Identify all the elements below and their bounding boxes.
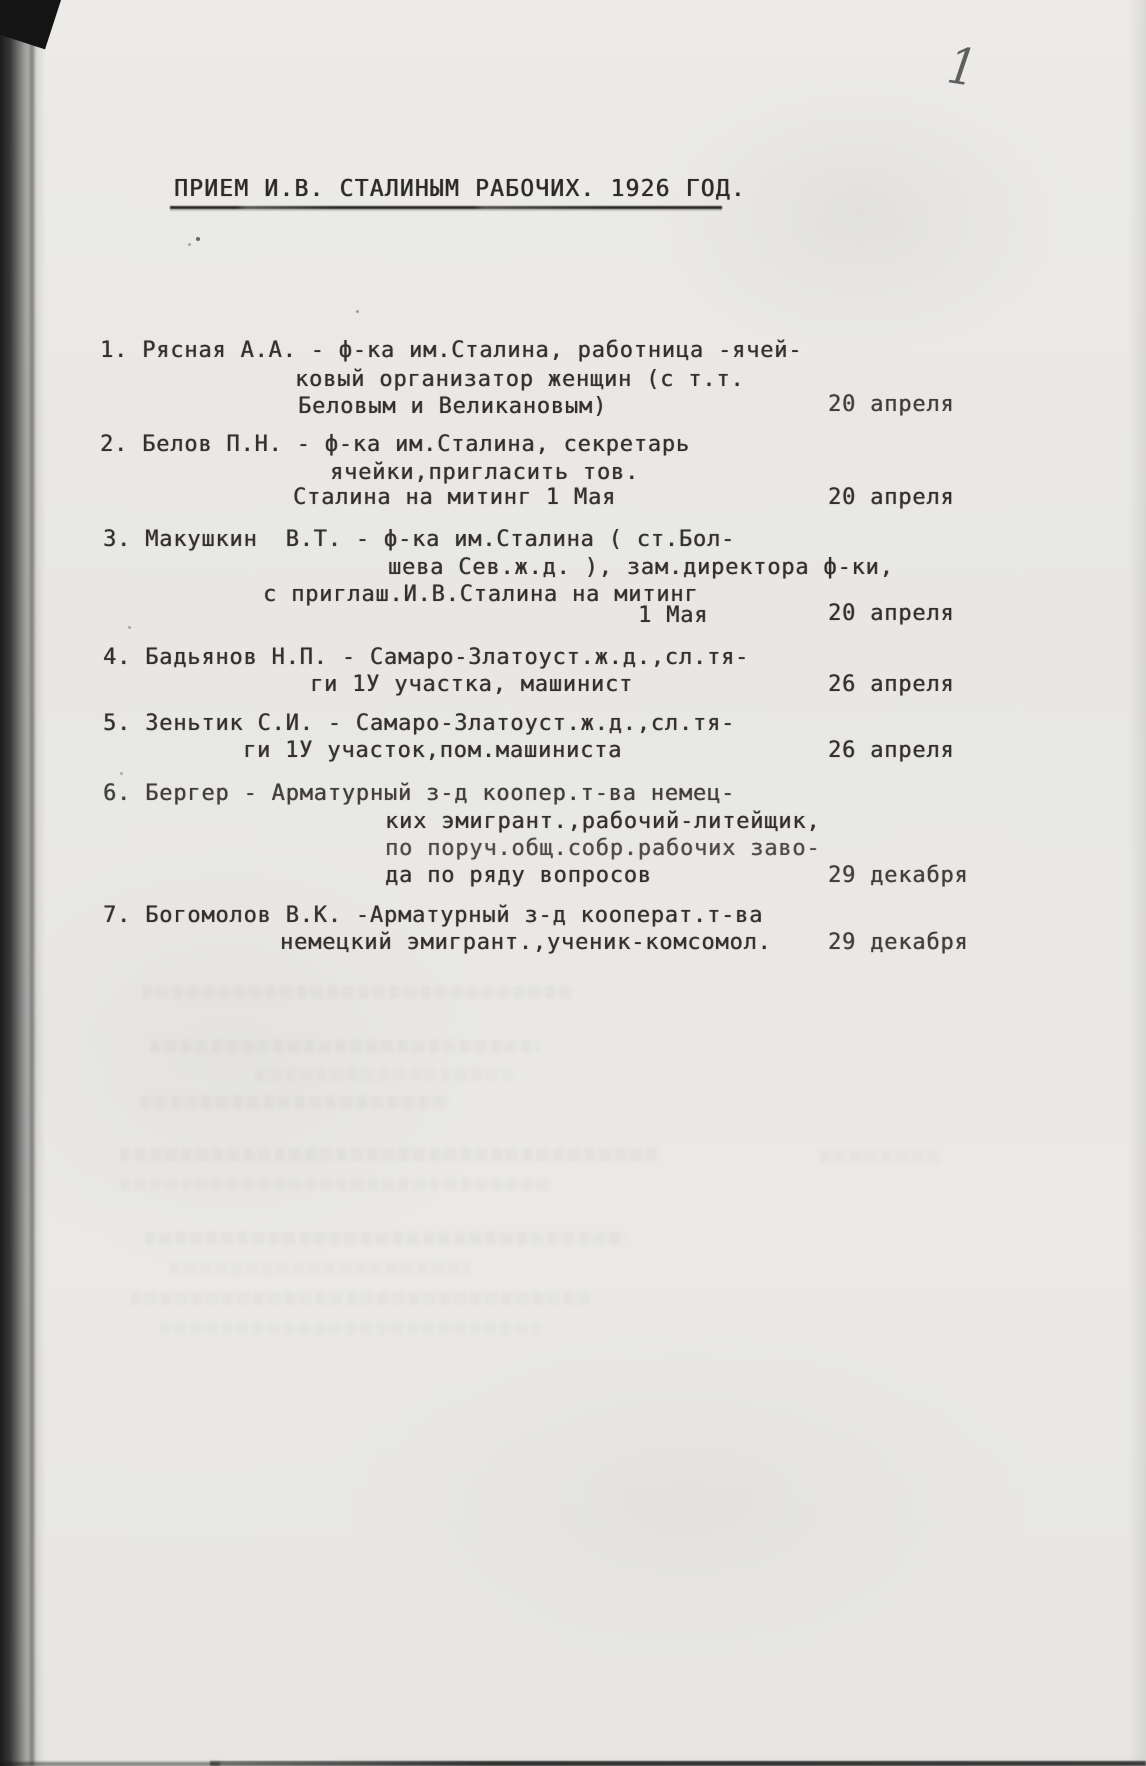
bleed-through-artifact (120, 1148, 660, 1161)
entry-2-date: 20 апреля (828, 485, 955, 510)
entry-2-line: ячейки,пригласить тов. (330, 460, 639, 485)
entry-3-line: 1 Мая (638, 603, 709, 628)
bleed-through-artifact (140, 1096, 450, 1109)
bleed-through-artifact (170, 1262, 470, 1275)
entry-2-line: 2. Белов П.Н. - ф-ка им.Сталина, секретарь (100, 432, 690, 457)
page-title: ПРИЕМ И.В. СТАЛИНЫМ РАБОЧИХ. 1926 ГОД. (174, 176, 746, 202)
scan-right-shadow (1128, 0, 1146, 1766)
bleed-through-artifact (160, 1322, 540, 1335)
entry-7-date: 29 декабря (828, 930, 969, 955)
entry-6-line: да по ряду вопросов (385, 863, 652, 888)
entry-3-line: с приглаш.И.В.Сталина на митинг (263, 582, 699, 607)
entry-6-date: 29 декабря (828, 863, 969, 888)
bleed-through-artifact (150, 1040, 540, 1053)
entry-7-line: 7. Богомолов В.К. -Арматурный з-д кооперат.т-ва (103, 903, 764, 928)
entry-4-line: ги 1У участка, машинист (310, 672, 634, 697)
entry-5-date: 26 апреля (828, 738, 955, 763)
entry-1-line: Беловым и Великановым) (298, 394, 607, 419)
entry-4-date: 26 апреля (828, 672, 955, 697)
bleed-through-artifact (255, 1068, 515, 1081)
entry-3-date: 20 апреля (828, 601, 955, 626)
handwritten-page-number: 1 (943, 36, 981, 99)
bleed-through-artifact (130, 1292, 590, 1305)
ink-speck (120, 772, 123, 775)
ink-speck (356, 310, 359, 313)
ink-speck (196, 237, 200, 241)
entry-1-line: 1. Рясная А.А. - ф-ка им.Сталина, работница -ячей- (100, 338, 803, 363)
scan-bottom-edge-left (0, 1762, 220, 1766)
entry-3-line: 3. Макушкин В.Т. - ф-ка им.Сталина ( ст.Бол- (103, 527, 736, 552)
entry-6-line: по поруч.общ.собр.рабочих заво- (385, 836, 821, 861)
entry-5-line: 5. Зеньтик С.И. - Самаро-Златоуст.ж.д.,сл.тя- (103, 711, 736, 736)
entry-1-date: 20 апреля (828, 392, 955, 417)
ink-speck (188, 243, 191, 246)
entry-2-line: Сталина на митинг 1 Мая (293, 485, 617, 510)
entry-6-line: ких эмигрант.,рабочий-литейщик, (385, 809, 821, 834)
ink-speck (128, 626, 131, 629)
entry-1-line: ковый организатор женщин (с т.т. (295, 367, 745, 392)
bleed-through-artifact (120, 1178, 550, 1191)
entry-7-line: немецкий эмигрант.,ученик-комсомол. (280, 930, 772, 955)
bleed-through-artifact (820, 1150, 940, 1163)
entry-5-line: ги 1У участок,пом.машиниста (243, 738, 623, 763)
entry-3-line: шева Сев.ж.д. ), зам.директора ф-ки, (388, 555, 894, 580)
bleed-through-artifact (145, 1232, 625, 1245)
binding-crease (30, 0, 34, 1766)
title-underline (170, 206, 722, 209)
entry-4-line: 4. Бадьянов Н.П. - Самаро-Златоуст.ж.д.,сл.тя- (103, 645, 750, 670)
bleed-through-artifact (142, 986, 572, 999)
book-binding-edge (0, 0, 46, 1766)
scan-bottom-edge (210, 1761, 1146, 1766)
entry-6-line: 6. Бергер - Арматурный з-д коопер.т-ва немец- (103, 781, 736, 806)
